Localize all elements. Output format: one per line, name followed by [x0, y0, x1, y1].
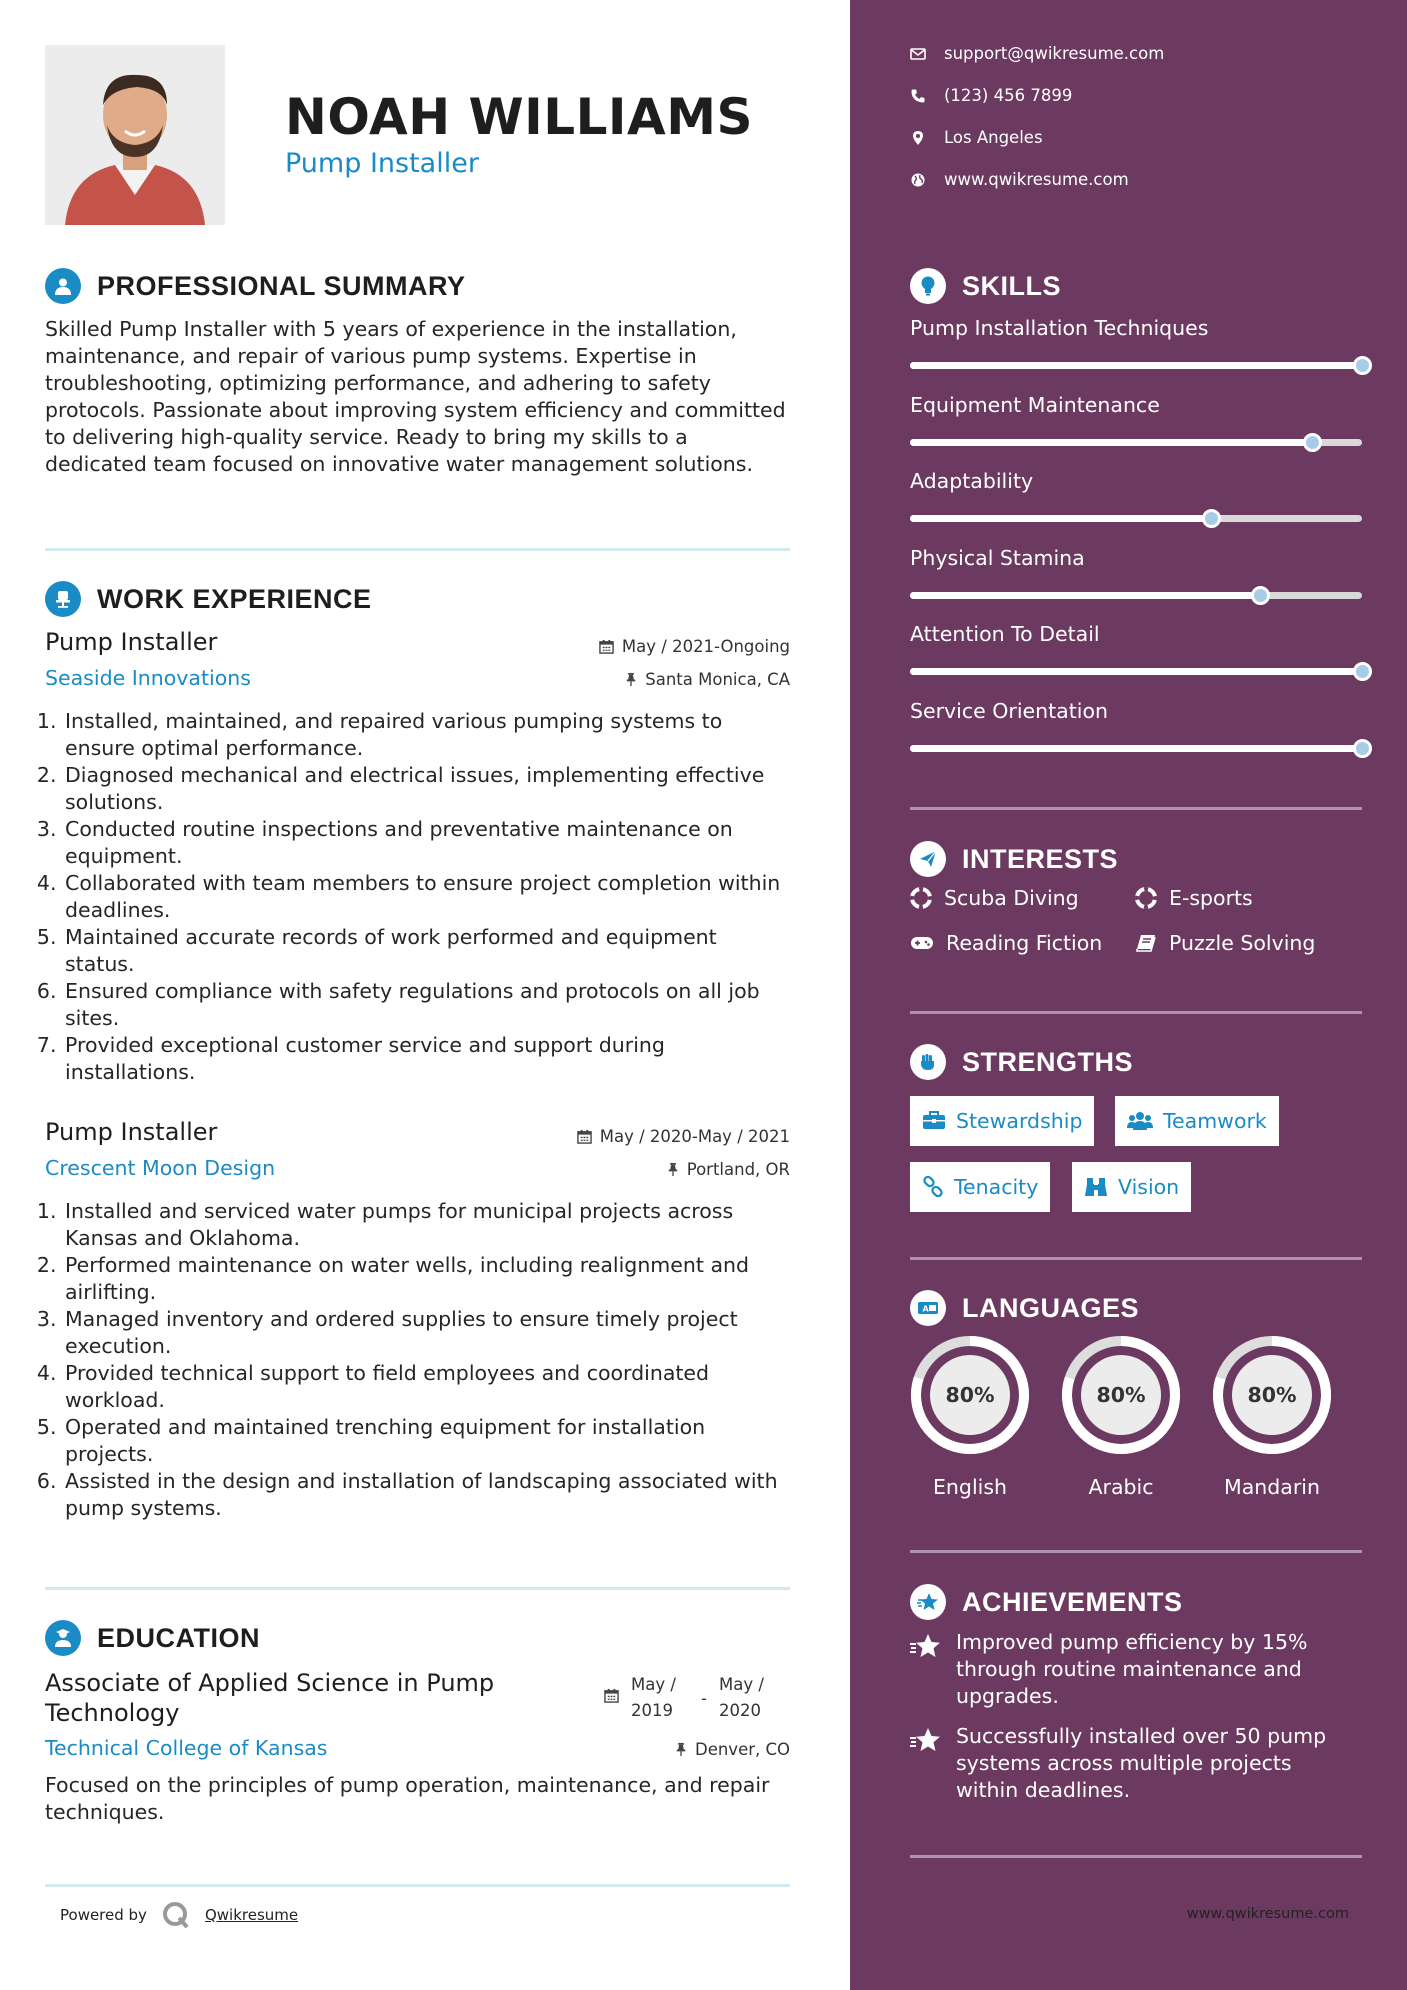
footer-website[interactable]: www.qwikresume.com [1186, 1906, 1349, 1922]
section-divider [45, 1884, 790, 1887]
user-icon [45, 268, 81, 304]
section-divider [910, 1011, 1362, 1014]
interest-item [1135, 931, 1315, 955]
duty-item: 3. Conducted routine inspections and preventative maintenance on equipment. [63, 816, 790, 870]
education-location-text: Denver, CO [694, 1740, 790, 1759]
map-marker-icon [910, 130, 926, 146]
binoculars-icon [1084, 1176, 1108, 1198]
language-item [1061, 1335, 1181, 1499]
qwikresume-link[interactable]: Qwikresume [204, 1906, 299, 1924]
fist-icon [910, 1044, 946, 1080]
duty-item: 1. Installed, maintained, and repaired various pumping systems to ensure optimal performance. [63, 708, 790, 762]
skill-slider-handle [1303, 433, 1322, 452]
job-location-text: Portland, OR [686, 1160, 790, 1179]
users-icon [1127, 1111, 1153, 1131]
skill-slider-handle [1202, 509, 1221, 528]
language-percent: 80% [945, 1383, 995, 1407]
job-company: Crescent Moon Design [45, 1156, 276, 1180]
skill-slider-handle [1251, 586, 1270, 605]
job-location-text: Santa Monica, CA [645, 670, 790, 689]
skill-bar-fill [910, 439, 1312, 446]
graduation-cap-icon [45, 1620, 81, 1656]
skill-bar-fill [910, 515, 1211, 522]
briefcase-icon [922, 1111, 946, 1131]
section-divider [910, 807, 1362, 810]
skill-slider-handle [1353, 662, 1372, 681]
calendar-icon [604, 1688, 619, 1703]
job-duties [45, 708, 790, 1086]
contact-website [910, 170, 1129, 189]
education-description: Focused on the principles of pump operation, maintenance, and repair techniques. [45, 1773, 770, 1824]
achievement-item [910, 1723, 1350, 1804]
star-badge-icon [910, 1584, 946, 1620]
summary-text: Skilled Pump Installer with 5 years of experience in the installation, maintenance, and repair of various pump systems. Expertise in troubleshooting, optimizing performance, and adhering to safety protocols. Passionate about improving system efficiency and committed to delivering high-quality service. Ready to bring my skills to a dedicated team focused on innovative water management solutions. [45, 317, 786, 476]
phone-icon [910, 88, 926, 104]
duty-item: 7. Provided exceptional customer service and support during installations. [63, 1032, 790, 1086]
translate-icon [910, 1290, 946, 1326]
date-separator: - [701, 1689, 707, 1708]
skill-slider-handle [1353, 356, 1372, 375]
duty-item: 1. Installed and serviced water pumps for municipal projects across Kansas and Oklahoma. [63, 1198, 790, 1252]
skill-label: Attention To Detail [910, 622, 1100, 646]
strength-label: Teamwork [1163, 1109, 1267, 1133]
summary-header [45, 268, 466, 304]
achievement-text: Successfully installed over 50 pump systems across multiple projects within deadlines. [956, 1724, 1327, 1802]
duty-item: 5. Maintained accurate records of work performed and equipment status. [63, 924, 790, 978]
section-divider [45, 548, 790, 551]
job-dates-text: May / 2021-Ongoing [621, 637, 790, 656]
education-dates [604, 1672, 777, 1724]
powered-by-label: Powered by [60, 1906, 147, 1924]
profile-photo [45, 45, 225, 225]
skill-label: Physical Stamina [910, 545, 1085, 570]
contact-phone-text: (123) 456 7899 [944, 86, 1073, 105]
summary-title: PROFESSIONAL SUMMARY [97, 270, 466, 301]
skill-bar [910, 362, 1362, 369]
education-end: May / 2020 [718, 1675, 764, 1720]
education-title: EDUCATION [97, 1622, 260, 1653]
job-location [625, 670, 790, 689]
contact-location-text: Los Angeles [944, 128, 1043, 147]
qwikresume-logo-icon [161, 1900, 191, 1930]
language-percent: 80% [1096, 1383, 1146, 1407]
interest-item [1135, 886, 1253, 910]
skill-bar-fill [910, 668, 1362, 675]
degree-title: Associate of Applied Science in Pump Technology [45, 1669, 495, 1727]
duty-item: 6. Assisted in the design and installation of landscaping associated with pump systems. [63, 1468, 790, 1522]
section-divider [45, 1587, 790, 1590]
interest-label: Reading Fiction [946, 931, 1103, 955]
duty-item: 4. Provided technical support to field employees and coordinated workload. [63, 1360, 790, 1414]
job-title: Pump Installer [45, 628, 218, 656]
strength-label: Tenacity [954, 1175, 1039, 1199]
skill-slider-handle [1353, 739, 1372, 758]
interest-label: Scuba Diving [944, 886, 1079, 910]
skill-bar-fill [910, 592, 1260, 599]
lifebuoy-icon [910, 887, 932, 909]
calendar-icon [599, 639, 614, 654]
skill-label: Pump Installation Techniques [910, 316, 1209, 340]
duty-item: 5. Operated and maintained trenching equipment for installation projects. [63, 1414, 790, 1468]
contact-location [910, 128, 1043, 147]
languages-title: LANGUAGES [962, 1292, 1140, 1323]
interests-header [910, 841, 1118, 877]
footer-powered-by [60, 1900, 298, 1930]
language-name: Mandarin [1224, 1475, 1320, 1499]
interest-label: Puzzle Solving [1169, 931, 1316, 955]
education-location [675, 1740, 790, 1759]
duty-item: 4. Collaborated with team members to ensure project completion within deadlines. [63, 870, 790, 924]
language-item [910, 1335, 1030, 1499]
strength-tag [1115, 1096, 1279, 1146]
section-divider [910, 1855, 1362, 1858]
skill-bar [910, 439, 1362, 446]
skill-bar [910, 668, 1362, 675]
language-item [1212, 1335, 1332, 1499]
languages-header [910, 1290, 1139, 1326]
skills-header [910, 268, 1061, 304]
strength-label: Vision [1118, 1175, 1180, 1199]
pin-icon [675, 1742, 687, 1757]
skill-bar-fill [910, 745, 1362, 752]
chair-icon [45, 581, 81, 617]
education-start: May / 2019 [631, 1675, 676, 1720]
experience-header [45, 581, 372, 617]
contact-email [910, 44, 1164, 63]
strength-tag [1072, 1162, 1191, 1212]
book-icon [1135, 933, 1157, 953]
achievements-header [910, 1584, 1183, 1620]
lifebuoy-icon [1135, 887, 1157, 909]
language-name: Arabic [1088, 1475, 1154, 1499]
pin-icon [625, 672, 637, 687]
skill-bar-fill [910, 362, 1362, 369]
strength-tag [910, 1162, 1050, 1212]
strengths-header [910, 1044, 1133, 1080]
contact-phone [910, 86, 1072, 105]
calendar-icon [577, 1129, 592, 1144]
job-title: Pump Installer [45, 1118, 218, 1146]
job-company: Seaside Innovations [45, 666, 251, 690]
school-name: Technical College of Kansas [45, 1736, 328, 1760]
education-header [45, 1620, 260, 1656]
candidate-name: NOAH WILLIAMS [285, 88, 753, 146]
duty-item: 3. Managed inventory and ordered supplies to ensure timely project execution. [63, 1306, 790, 1360]
interests-title: INTERESTS [962, 843, 1119, 874]
contact-email-text[interactable]: support@qwikresume.com [944, 44, 1165, 63]
strengths-title: STRENGTHS [962, 1046, 1134, 1077]
candidate-role: Pump Installer [285, 148, 479, 179]
contact-website-text[interactable]: www.qwikresume.com [944, 170, 1129, 189]
experience-title: WORK EXPERIENCE [97, 583, 372, 614]
achievement-text: Improved pump efficiency by 15% through routine maintenance and upgrades. [956, 1630, 1308, 1708]
section-divider [910, 1257, 1362, 1260]
skill-label: Service Orientation [910, 698, 1109, 723]
globe-icon [910, 172, 926, 188]
duty-item: 6. Ensured compliance with safety regulations and protocols on all job sites. [63, 978, 790, 1032]
skill-bar [910, 515, 1362, 522]
duty-item: 2. Performed maintenance on water wells, including realignment and airlifting. [63, 1252, 790, 1306]
section-divider [910, 1550, 1362, 1553]
star-icon [910, 1633, 942, 1659]
language-percent: 80% [1247, 1383, 1297, 1407]
job-dates [599, 637, 790, 656]
pin-icon [667, 1162, 679, 1177]
envelope-icon [910, 46, 926, 62]
link-icon [922, 1176, 944, 1198]
lightbulb-icon [910, 268, 946, 304]
job-dates-text: May / 2020-May / 2021 [599, 1127, 790, 1146]
strength-label: Stewardship [956, 1109, 1083, 1133]
achievements-title: ACHIEVEMENTS [962, 1586, 1183, 1617]
duty-item: 2. Diagnosed mechanical and electrical issues, implementing effective solutions. [63, 762, 790, 816]
svg-text:A: A [922, 1304, 929, 1314]
job-dates [577, 1127, 790, 1146]
star-icon [910, 1727, 942, 1753]
paper-plane-icon [910, 841, 946, 877]
skill-label: Adaptability [910, 469, 1034, 493]
skill-bar [910, 592, 1362, 599]
skill-label: Equipment Maintenance [910, 392, 1160, 417]
job-location [667, 1160, 790, 1179]
job-duties [45, 1198, 790, 1522]
gamepad-icon [910, 935, 934, 951]
strength-tag [910, 1096, 1094, 1146]
language-name: English [932, 1475, 1008, 1499]
achievement-item [910, 1629, 1350, 1710]
interest-label: E-sports [1169, 886, 1253, 910]
interest-item [910, 931, 1102, 955]
interest-item [910, 886, 1079, 910]
sidebar [850, 0, 1407, 1990]
skills-title: SKILLS [962, 270, 1062, 301]
skill-bar [910, 745, 1362, 752]
